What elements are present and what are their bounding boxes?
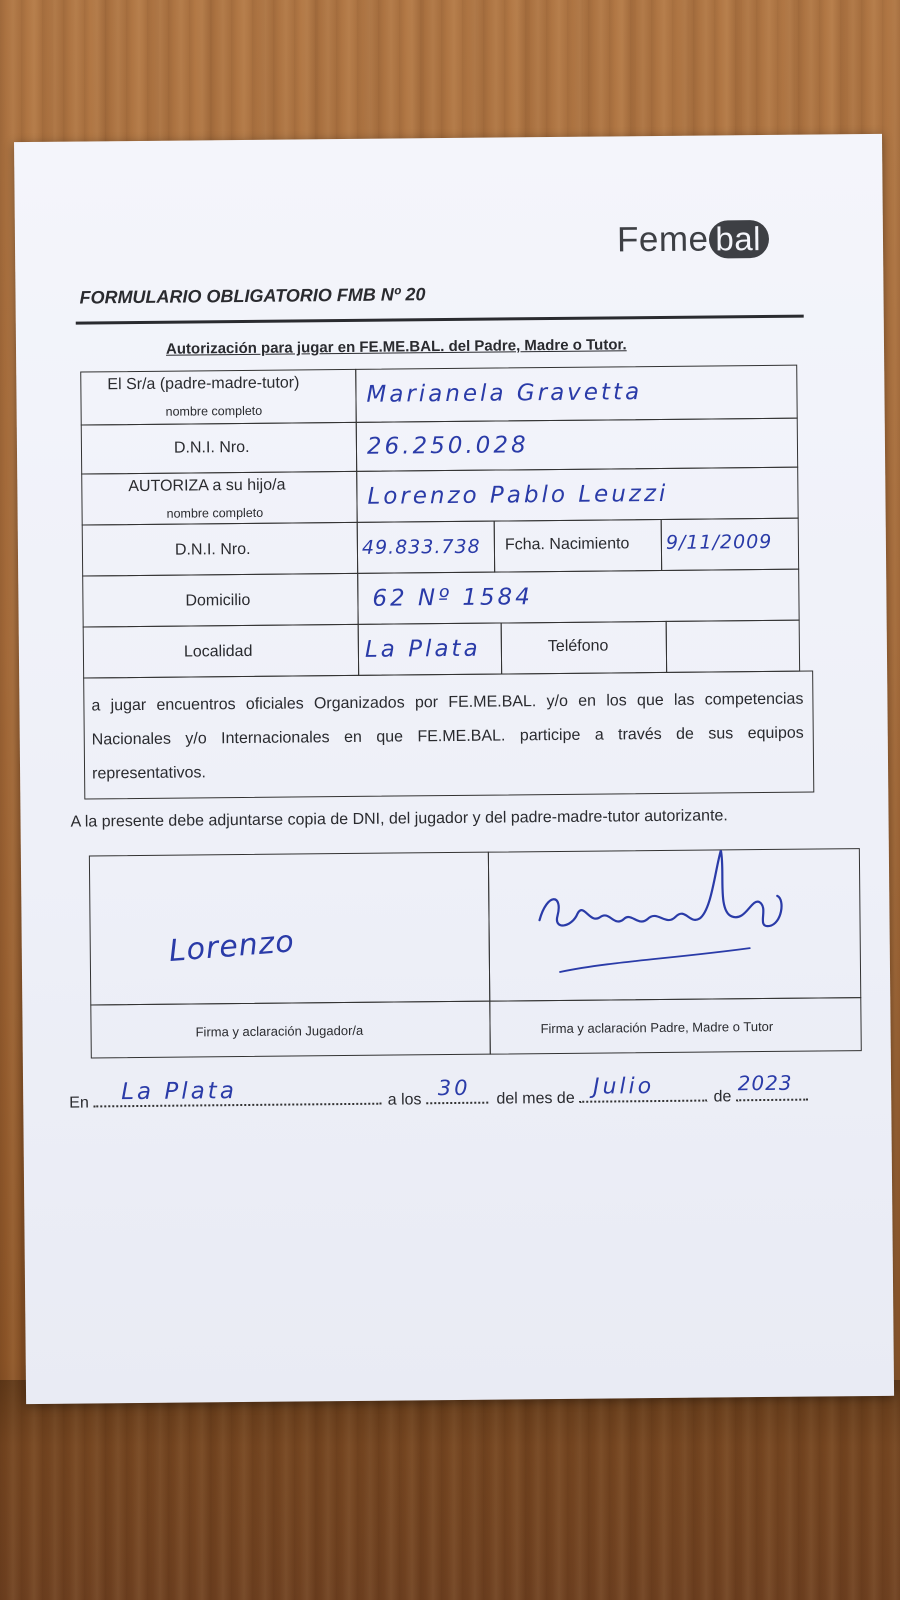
form-sheet — [14, 134, 894, 1404]
footer-place-line — [69, 1070, 810, 1113]
parent-dni-label: D.N.I. Nro. — [173, 438, 250, 457]
logo-pill: bal — [709, 220, 769, 259]
parent-caption-cell — [489, 997, 862, 1055]
child-dni-cell[interactable] — [357, 521, 495, 574]
address-label-cell — [82, 573, 358, 628]
femebal-logo — [617, 219, 769, 260]
phone-label-cell — [501, 621, 667, 675]
child-dni-value: 49.833.738 — [361, 535, 481, 559]
parent-signature-cell[interactable] — [488, 848, 861, 1002]
player-signature-cell[interactable] — [89, 852, 490, 1006]
title-divider — [76, 315, 804, 325]
footer-year-value: 2023 — [737, 1070, 793, 1096]
parent-name-cell[interactable] — [355, 365, 797, 423]
footer-month-value: Julio — [592, 1074, 655, 1100]
footer-month-field[interactable] — [579, 1074, 709, 1108]
locality-value: La Plata — [364, 635, 481, 663]
logo-prefix: Feme — [616, 219, 709, 260]
child-name-cell[interactable] — [356, 467, 798, 523]
parent-name-hint: nombre completo — [165, 403, 263, 419]
address-label: Domicilio — [185, 591, 251, 610]
parent-dni-cell[interactable] — [356, 418, 798, 472]
child-dni-label: D.N.I. Nro. — [174, 540, 251, 559]
locality-label-cell — [83, 624, 359, 679]
parent-label-cell — [80, 369, 357, 426]
child-dni-label-cell — [82, 522, 358, 577]
footer-alos-label: a los — [387, 1091, 422, 1109]
footer-place-value: La Plata — [121, 1078, 237, 1106]
player-signature-caption: Firma y aclaración Jugador/a — [195, 1022, 364, 1040]
child-label: AUTORIZA a su hijo/a — [128, 476, 286, 496]
phone-label: Teléfono — [547, 637, 609, 656]
child-label-cell — [81, 471, 357, 526]
form-title: FORMULARIO OBLIGATORIO FMB Nº 20 — [79, 284, 426, 308]
player-caption-cell — [90, 1001, 490, 1059]
child-name-value: Lorenzo Pablo Leuzzi — [367, 480, 669, 510]
parent-name-value: Marianela Gravetta — [366, 379, 643, 408]
footer-day-value: 30 — [437, 1075, 471, 1101]
player-signature-value: Lorenzo — [167, 924, 296, 970]
phone-cell[interactable] — [666, 620, 800, 673]
birth-date-label: Fcha. Nacimiento — [504, 535, 630, 554]
locality-label: Localidad — [183, 642, 253, 661]
parent-dni-label-cell — [81, 422, 357, 475]
address-cell[interactable] — [357, 569, 799, 625]
parent-label: El Sr/a (padre-madre-tutor) — [107, 374, 300, 394]
footer-year-field[interactable] — [736, 1070, 810, 1107]
footer-place-field[interactable] — [93, 1078, 383, 1113]
footer-day-field[interactable] — [426, 1075, 492, 1110]
address-value: 62 Nº 1584 — [372, 584, 534, 612]
locality-cell[interactable] — [358, 623, 502, 676]
form-subtitle: Autorización para jugar en FE.ME.BAL. del Padre, Madre o Tutor. — [165, 336, 627, 358]
parent-signature-caption: Firma y aclaración Padre, Madre o Tutor — [540, 1018, 774, 1037]
footer-en-label: En — [69, 1094, 89, 1112]
child-name-hint: nombre completo — [166, 505, 264, 521]
birth-date-value: 9/11/2009 — [665, 530, 773, 554]
footer-mes-label: del mes de — [496, 1089, 575, 1108]
authorization-text: a jugar encuentros oficiales Organizados por FE.ME.BAL. y/o en los que las competencias Nacionales y/o Internacionales en que FE.ME.BAL. participe a través de sus equipos representativos. — [91, 690, 804, 783]
parent-dni-value: 26.250.028 — [366, 432, 529, 460]
footer-de-label: de — [713, 1088, 732, 1106]
attachment-note: A la presente debe adjuntarse copia de DNI, del jugador y del padre-madre-tutor autorizante. — [70, 807, 728, 831]
parent-signature-scribble — [519, 829, 821, 992]
table-surface-shadow — [0, 1380, 900, 1600]
birth-label-cell — [494, 519, 662, 573]
birth-date-cell[interactable] — [661, 518, 799, 571]
